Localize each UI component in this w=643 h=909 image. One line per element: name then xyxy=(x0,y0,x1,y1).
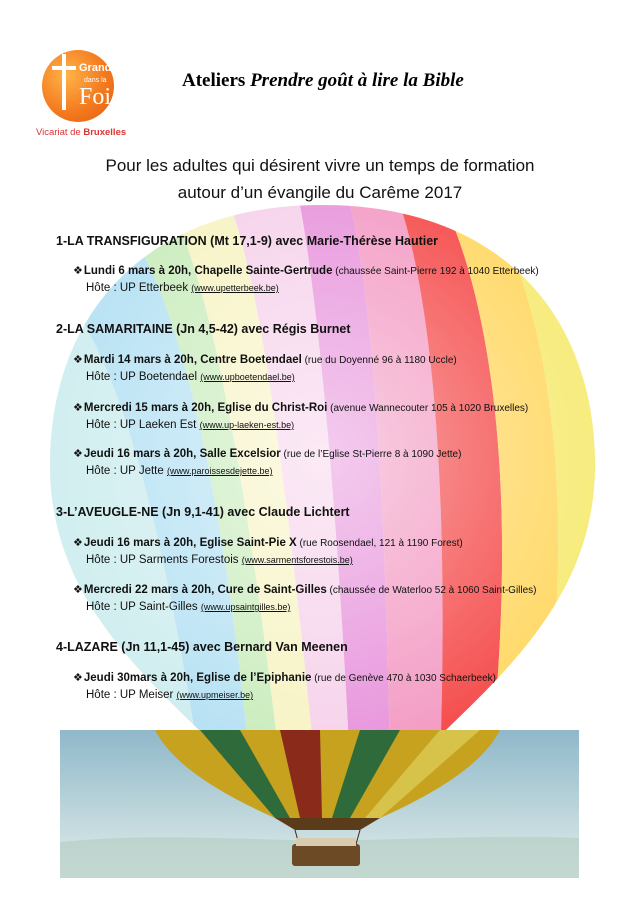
subtitle-line-2: autour d’un évangile du Carême 2017 xyxy=(177,183,463,202)
session-entry xyxy=(73,582,537,615)
session-entry xyxy=(73,446,461,479)
session-address: (rue du Doyenné 96 à 1180 Uccle) xyxy=(301,355,457,366)
subtitle xyxy=(60,152,580,206)
logo-word-grandir: Grandir xyxy=(79,62,119,74)
logo-word-foi: Foi xyxy=(79,84,112,110)
session-entry xyxy=(73,535,463,568)
session-host: Hôte : UP Laeken Est xyxy=(86,419,200,431)
page-title xyxy=(182,70,464,92)
session-host: Hôte : UP Boetendael xyxy=(86,371,201,383)
host-website-link[interactable]: (www.paroissesdejette.be) xyxy=(166,466,273,476)
section-heading: 1-LA TRANSFIGURATION (Mt 17,1-9) avec Marie-Thérèse Hautier xyxy=(56,234,439,248)
session-address: (rue de l’Eglise St-Pierre 8 à 1090 Jette) xyxy=(280,449,462,460)
section-heading: 3-L’AVEUGLE-NE (Jn 9,1-41) avec Claude Lichtert xyxy=(56,505,350,519)
bullet-icon: ❖ xyxy=(73,265,83,277)
session-host: Hôte : UP Meiser xyxy=(86,689,177,701)
host-website-link[interactable]: (www.upmeiser.be) xyxy=(176,690,254,700)
session-host: Hôte : UP Etterbeek xyxy=(86,282,192,294)
bullet-icon: ❖ xyxy=(73,672,83,684)
logo-vicariat-city: Bruxelles xyxy=(83,127,127,138)
session-entry xyxy=(73,670,496,703)
session-host: Hôte : UP Sarments Forestois xyxy=(86,554,242,566)
host-website-link[interactable]: (www.up-laeken-est.be) xyxy=(199,420,295,430)
session-entry xyxy=(73,400,528,433)
cross-icon-bar xyxy=(52,66,76,70)
session-entry xyxy=(73,352,457,385)
logo-vicariat-prefix: Vicariat de xyxy=(36,127,84,138)
bullet-icon: ❖ xyxy=(73,402,83,414)
session-entry xyxy=(73,263,539,296)
session-address: (chaussée de Waterloo 52 à 1060 Saint-Gilles) xyxy=(326,585,537,596)
title-plain: Ateliers xyxy=(182,70,251,91)
title-italic: Prendre goût à lire la Bible xyxy=(250,70,464,91)
subtitle-line-1: Pour les adultes qui désirent vivre un temps de formation xyxy=(105,156,535,175)
session-address: (chaussée Saint-Pierre 192 à 1040 Etterbeek) xyxy=(332,266,539,277)
session-address: (rue de Genève 470 à 1030 Schaerbeek) xyxy=(311,673,496,684)
session-host: Hôte : UP Saint-Gilles xyxy=(86,601,201,613)
session-date-place: Mercredi 15 mars à 20h, Eglise du Christ-Roi xyxy=(83,402,328,414)
session-date-place: Mercredi 22 mars à 20h, Cure de Saint-Gilles xyxy=(83,584,327,596)
session-date-place: Jeudi 16 mars à 20h, Eglise Saint-Pie X xyxy=(83,537,297,549)
session-address: (rue Roosendael, 121 à 1190 Forest) xyxy=(296,538,463,549)
section-heading: 4-LAZARE (Jn 11,1-45) avec Bernard Van Meenen xyxy=(56,640,348,654)
session-date-place: Jeudi 16 mars à 20h, Salle Excelsior xyxy=(83,448,281,460)
bullet-icon: ❖ xyxy=(73,584,83,596)
bullet-icon: ❖ xyxy=(73,537,83,549)
host-website-link[interactable]: (www.upboetendael.be) xyxy=(200,372,295,382)
cross-icon xyxy=(62,54,66,110)
bullet-icon: ❖ xyxy=(73,354,83,366)
host-website-link[interactable]: (www.upsaintgilles.be) xyxy=(200,602,291,612)
bullet-icon: ❖ xyxy=(73,448,83,460)
session-date-place: Lundi 6 mars à 20h, Chapelle Sainte-Gertrude xyxy=(83,265,333,277)
host-website-link[interactable]: (www.sarmentsforestois.be) xyxy=(241,555,353,565)
hot-air-balloon-photo xyxy=(60,730,579,878)
logo-vicariat xyxy=(36,127,126,138)
logo-word-dans-la: dans la xyxy=(84,77,107,84)
session-date-place: Jeudi 30mars à 20h, Eglise de l’Epiphanie xyxy=(83,672,312,684)
session-address: (avenue Wannecouter 105 à 1020 Bruxelles) xyxy=(327,403,529,414)
session-date-place: Mardi 14 mars à 20h, Centre Boetendael xyxy=(83,354,302,366)
host-website-link[interactable]: (www.upetterbeek.be) xyxy=(191,283,279,293)
grandir-dans-la-foi-logo xyxy=(32,48,142,140)
session-host: Hôte : UP Jette xyxy=(86,465,167,477)
section-heading: 2-LA SAMARITAINE (Jn 4,5-42) avec Régis Burnet xyxy=(56,322,351,336)
